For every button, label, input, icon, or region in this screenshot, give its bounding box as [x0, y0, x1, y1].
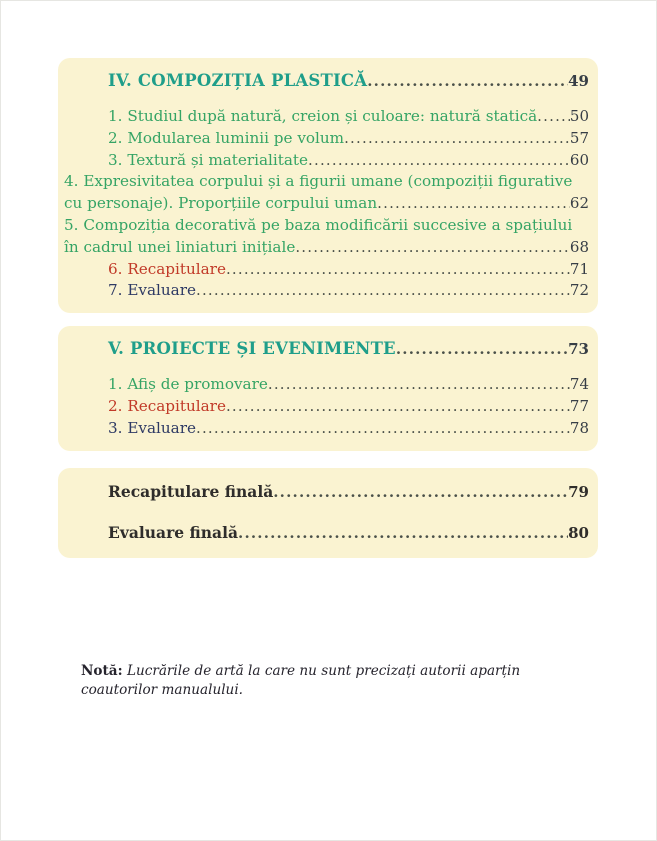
dot-leader [308, 150, 570, 172]
toc-box-final [58, 468, 598, 558]
dot-leader [344, 128, 570, 150]
page-number: 77 [569, 396, 589, 415]
dot-leader [268, 374, 570, 396]
page-number: 79 [568, 482, 589, 501]
toc-entry-label: 1. Afiș de promovare [108, 375, 268, 394]
toc-entry-label: 1. Studiul după natură, creion și culoare: natură statică [108, 107, 538, 125]
toc-entry-line2 [64, 237, 589, 259]
toc-entry [64, 259, 589, 281]
toc-entry [64, 418, 589, 440]
toc-box-section-5 [58, 326, 598, 450]
toc-entry-label: Evaluare finală [108, 522, 239, 542]
footnote-text: Lucrările de artă la care nu sunt precizați autorii aparțin coautorilor manualului. [81, 663, 521, 698]
toc-entry-label-line1: 4. Expresivitatea corpului și a figurii umane (compoziții figurative [64, 172, 573, 191]
footnote [81, 662, 596, 700]
page-number: 60 [569, 150, 589, 169]
section-heading-row [64, 69, 589, 93]
page-number: 68 [569, 237, 589, 256]
page-number: 74 [569, 375, 589, 394]
page-number: 72 [569, 281, 589, 300]
toc-entry [64, 374, 589, 396]
toc-entry-label: 2. Recapitulare [108, 396, 226, 415]
section-heading-row [64, 337, 589, 361]
toc-entry [64, 171, 589, 215]
toc-entry [64, 150, 589, 172]
toc-entry-label: 3. Textură și materialitate [108, 150, 309, 169]
dot-leader [396, 337, 568, 361]
toc-entry [64, 396, 589, 418]
toc-entry-final [64, 522, 589, 544]
dot-leader [226, 396, 570, 418]
page-number: 50 [569, 107, 589, 125]
dot-leader [367, 69, 568, 93]
toc-entry-line2 [64, 193, 589, 215]
dot-leader [273, 481, 568, 503]
page-number: 78 [569, 418, 589, 437]
page-number: 71 [569, 259, 589, 278]
toc-entry-label-line1: 5. Compoziția decorativă pe baza modificării succesive a spațiului [64, 215, 573, 234]
dot-leader [196, 280, 570, 302]
section-heading: IV. COMPOZIȚIA PLASTICĂ [108, 71, 368, 90]
page-number: 73 [568, 340, 589, 359]
footnote-label: Notă: [81, 663, 123, 679]
page-number: 62 [569, 194, 589, 213]
toc-entry-label-line2: cu personaje). Proporțiile corpului uman [64, 194, 378, 213]
dot-leader [196, 418, 570, 440]
toc-entry [64, 128, 589, 150]
toc-entry [64, 280, 589, 302]
toc-entry-label: Recapitulare finală [108, 481, 274, 501]
toc-box-section-4 [58, 58, 598, 313]
section-heading: V. PROIECTE ȘI EVENIMENTE [108, 339, 396, 359]
page-number: 80 [568, 523, 589, 542]
page-number: 57 [569, 128, 589, 147]
toc-entry [64, 215, 589, 259]
toc-entry [64, 106, 589, 128]
toc-entry-label: 7. Evaluare [108, 281, 196, 300]
toc-entry-label: 3. Evaluare [108, 418, 196, 437]
toc-entry-label: 6. Recapitulare [108, 259, 226, 278]
dot-leader [377, 193, 570, 215]
dot-leader [295, 237, 570, 259]
dot-leader [226, 259, 570, 281]
page-number: 49 [568, 72, 589, 90]
toc-entry-label: 2. Modularea luminii pe volum [108, 128, 345, 147]
toc-entry-label-line2: în cadrul unei liniaturi inițiale [64, 237, 296, 256]
toc-entry-final [64, 481, 589, 503]
dot-leader [537, 106, 570, 128]
dot-leader [238, 522, 568, 544]
